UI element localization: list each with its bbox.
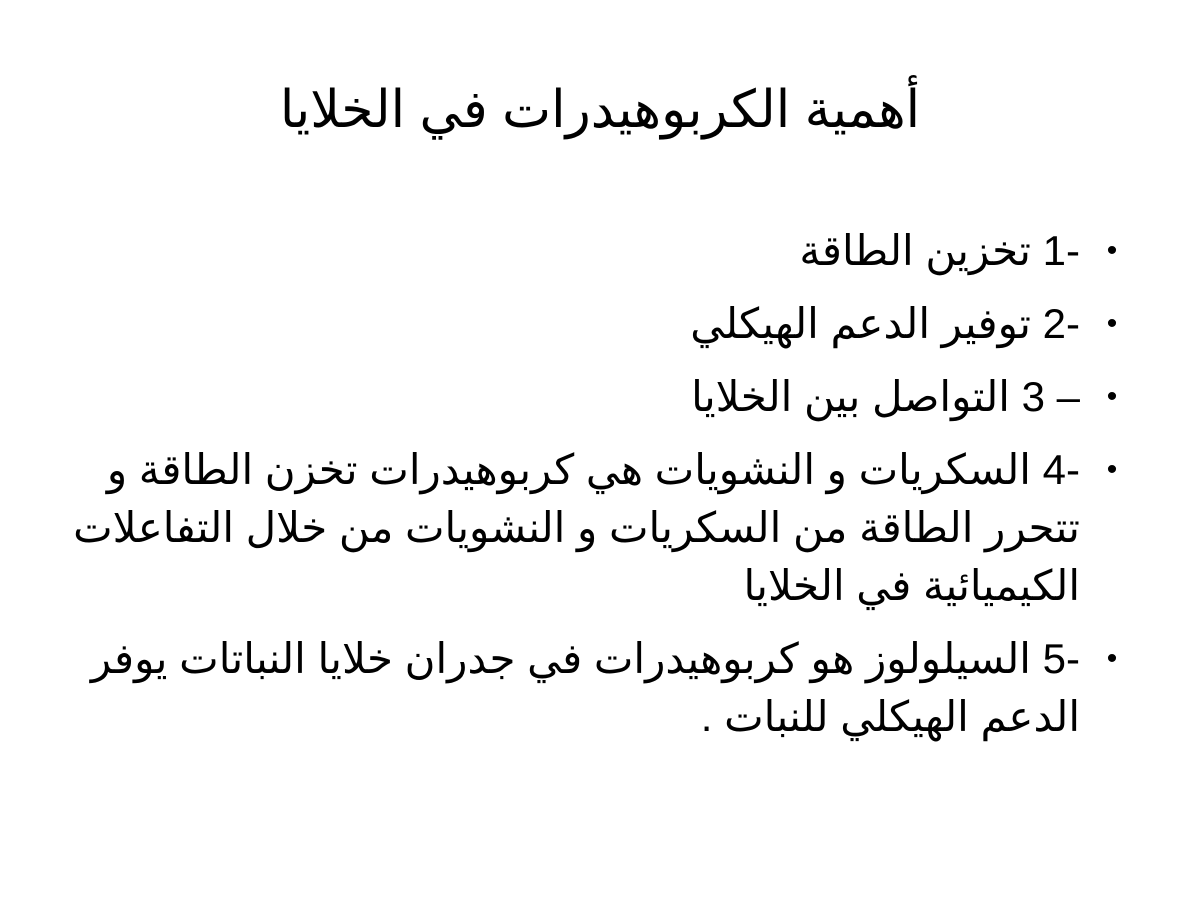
bullet-list <box>72 222 1122 761</box>
bullet-icon: • <box>1106 380 1118 413</box>
bullet-icon: • <box>1106 642 1118 675</box>
list-item <box>72 222 1122 280</box>
item-number: 2- <box>1042 300 1080 347</box>
item-number: 5- <box>1042 635 1080 682</box>
bullet-icon: • <box>1106 453 1118 486</box>
item-text: توفير الدعم الهيكلي <box>690 300 1031 347</box>
item-text: تخزين الطاقة <box>799 227 1031 274</box>
bullet-icon: • <box>1106 307 1118 340</box>
item-number: 4- <box>1042 446 1080 493</box>
list-item <box>72 630 1122 746</box>
item-text: السكريات و النشويات هي كربوهيدرات تخزن الطاقة و تتحرر الطاقة من السكريات و النشويات من خلال التفاعلات الكيميائية في الخلايا <box>73 446 1080 609</box>
item-number: 1- <box>1042 227 1080 274</box>
list-item <box>72 368 1122 426</box>
item-text: التواصل بين الخلايا <box>691 373 1010 420</box>
slide-title: أهمية الكربوهيدرات في الخلايا <box>279 81 921 139</box>
list-item <box>72 295 1122 353</box>
list-item <box>72 441 1122 615</box>
item-text: السيلولوز هو كربوهيدرات في جدران خلايا النباتات يوفر الدعم الهيكلي للنبات . <box>90 635 1080 740</box>
bullet-icon: • <box>1106 234 1118 267</box>
item-number: 3 – <box>1021 373 1080 420</box>
